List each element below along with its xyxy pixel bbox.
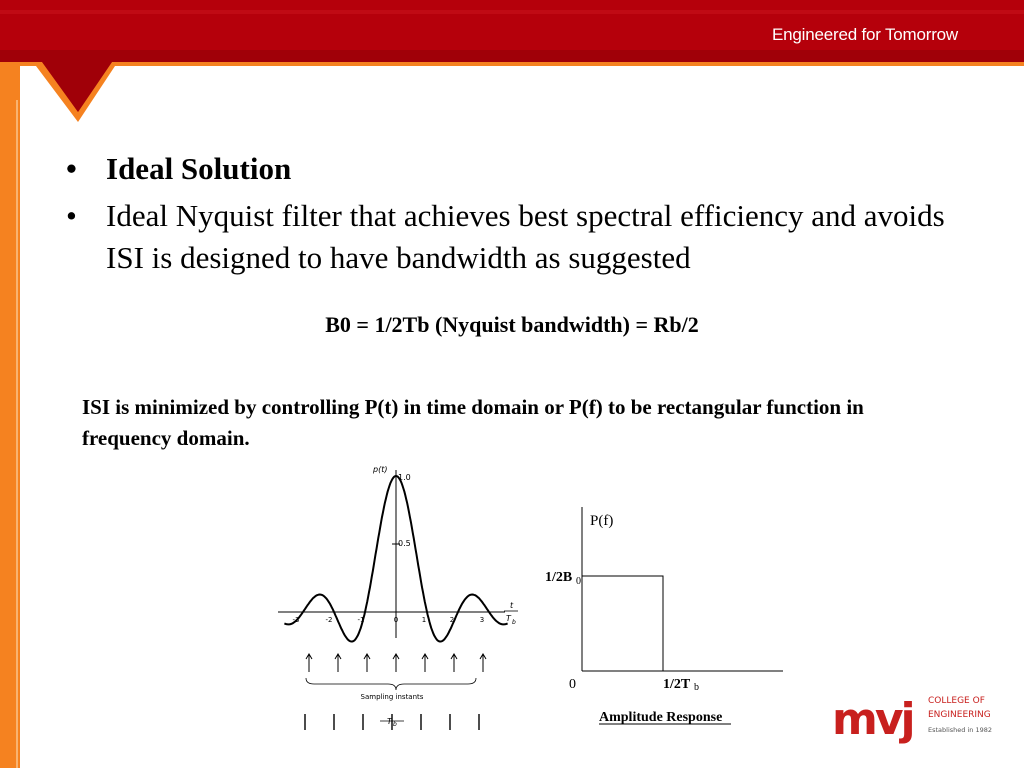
spacing-label: T — [387, 717, 392, 726]
spacing-sub: b — [393, 721, 397, 728]
bullet-text: Ideal Nyquist filter that achieves best spectral efficiency and avoids ISI is designed to have bandwidth as suggested — [106, 198, 945, 275]
time-x-label-sub: b — [512, 619, 516, 626]
freq-level-sub: 0 — [576, 576, 581, 587]
bullet-dot: • — [66, 198, 77, 233]
formula: B0 = 1/2Tb (Nyquist bandwidth) = Rb/2 — [325, 312, 699, 337]
rectangular-response — [582, 576, 663, 671]
time-y-label: p(t) — [373, 465, 388, 474]
logo-line: COLLEGE OF — [928, 696, 985, 706]
sampling-arrows — [306, 654, 486, 672]
freq-y-label: P(f) — [590, 513, 614, 529]
time-tick-label: 3 — [479, 616, 485, 624]
freq-origin-label: 0 — [569, 677, 576, 692]
logo-mark: mvj — [832, 694, 913, 745]
time-x-label-num: t — [510, 601, 514, 610]
note-text: ISI is minimized by controlling P(t) in time domain or P(f) to be rectangular function in frequency domain. — [82, 395, 864, 450]
time-tick-label: -1 — [357, 616, 365, 624]
time-peak-label: 1.0 — [398, 473, 411, 482]
frequency-domain-plot — [535, 495, 795, 735]
logo-line: ENGINEERING — [928, 710, 991, 720]
sampling-label: Sampling instants — [360, 693, 424, 701]
time-domain-plot — [270, 462, 530, 742]
freq-cutoff-sub: b — [694, 682, 699, 693]
bullet-item — [66, 195, 966, 279]
bullet-item — [66, 148, 966, 190]
college-logo — [830, 686, 1000, 750]
freq-caption: Amplitude Response — [599, 710, 723, 725]
header-band — [0, 0, 1024, 130]
time-tick-label: 1 — [421, 616, 427, 624]
bullet-text: Ideal Solution — [106, 151, 292, 186]
sampling-brace — [306, 678, 476, 690]
time-tick-label: 2 — [449, 616, 455, 624]
time-tick-label: -2 — [325, 616, 333, 624]
sample-spacing-ticks — [305, 714, 479, 730]
header-tagline: Engineered for Tomorrow — [772, 25, 958, 44]
time-tick-label: -3 — [292, 616, 300, 624]
logo-line: Established in 1982 — [928, 726, 992, 734]
time-half-label: 0.5 — [398, 539, 411, 548]
freq-level-label: 1/2B — [545, 570, 573, 585]
bullet-dot: • — [66, 151, 77, 186]
bullet-list — [66, 148, 966, 279]
time-tick-label: 0 — [393, 616, 399, 624]
freq-cutoff-label: 1/2T — [663, 677, 691, 692]
time-x-label-den: T — [506, 614, 511, 623]
